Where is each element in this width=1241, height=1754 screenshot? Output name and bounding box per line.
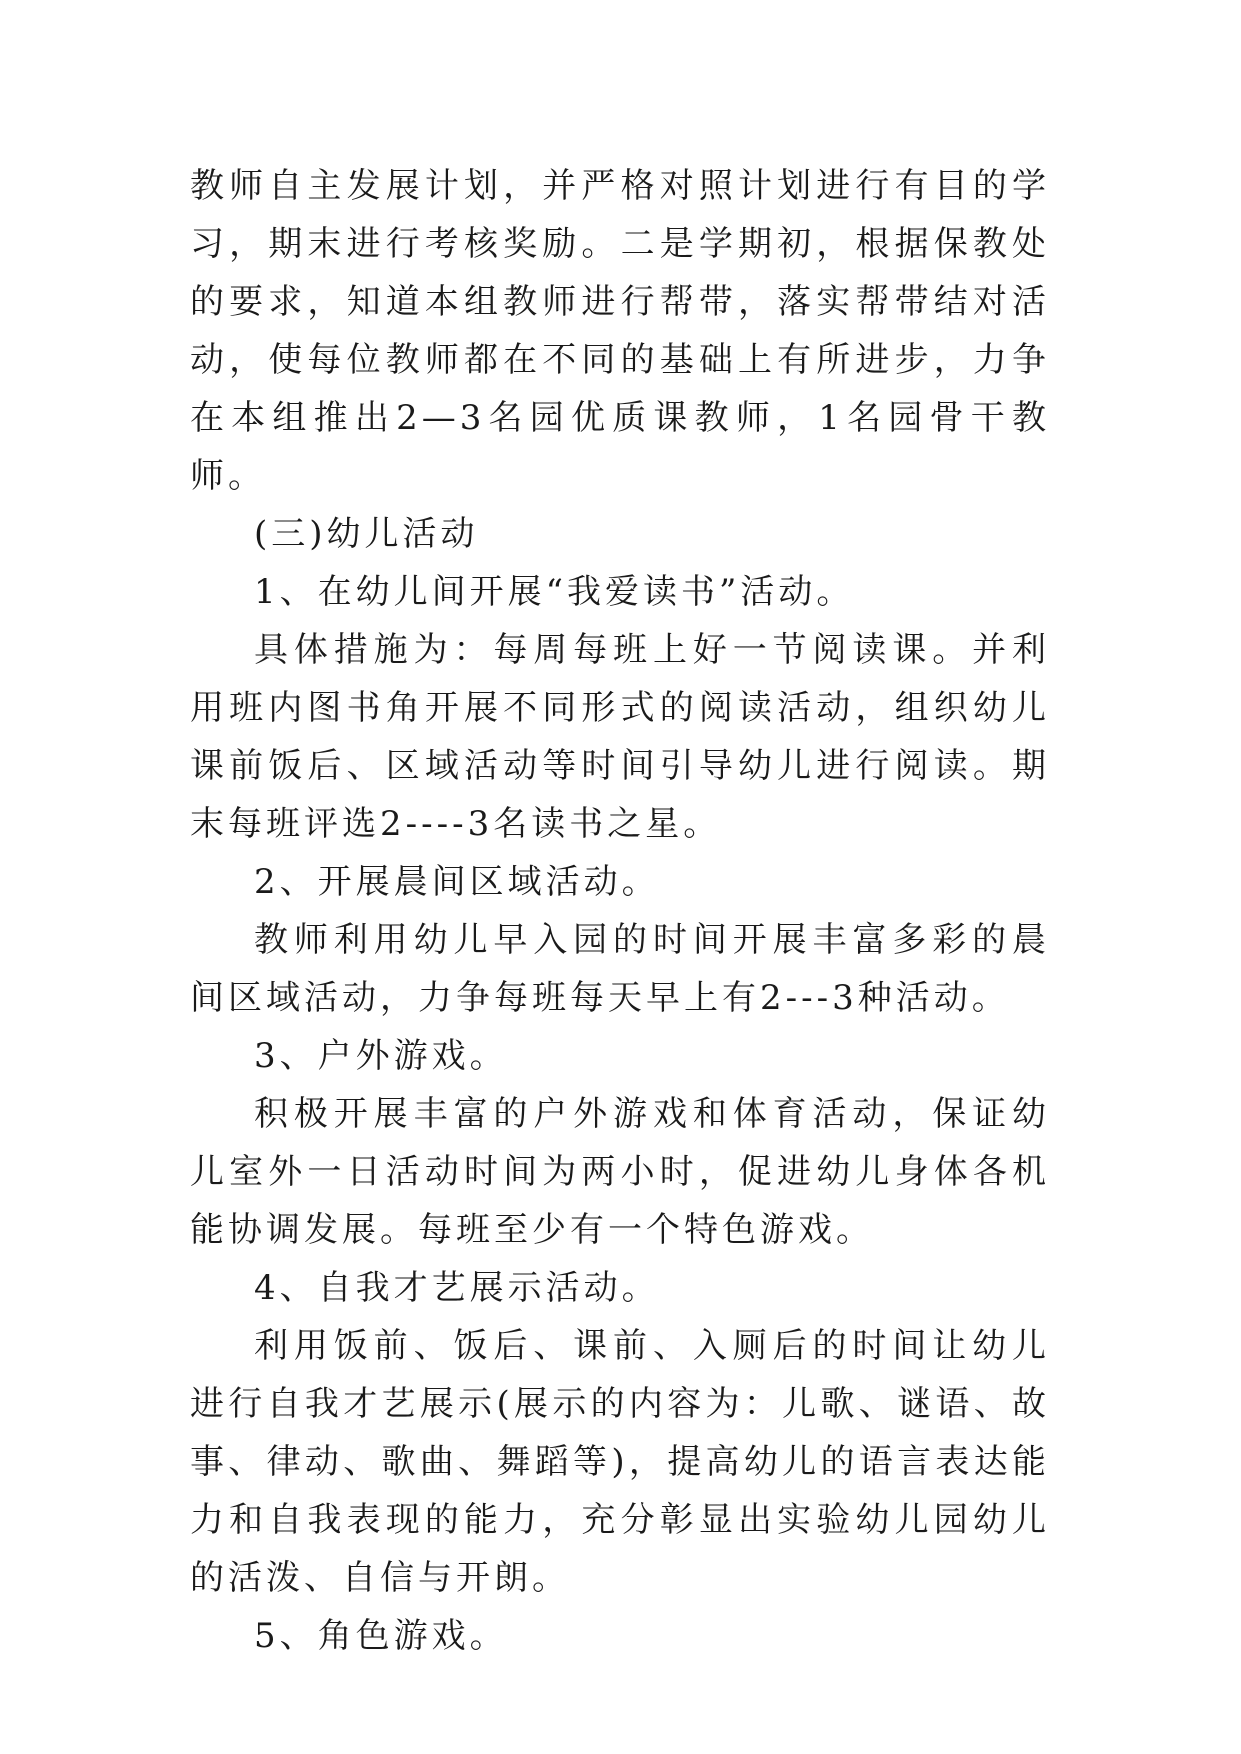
paragraph-morning-activities: 教师利用幼儿早入园的时间开展丰富多彩的晨间区域活动，力争每班每天早上有2---3种活动。 — [190, 920, 1050, 1018]
item-heading-outdoor-games: 3、户外游戏。 — [254, 1036, 508, 1076]
paragraph-teacher-development: 教师自主发展计划，并严格对照计划进行有目的学习，期末进行考核奖励。二是学期初，根据保教处的要求，知道本组教师进行帮带，落实帮带结对活动，使每位教师都在不同的基础上有所进步，力争在本组推出2—3名园优质课教师，1名园骨干教师。 — [190, 166, 1050, 496]
item-heading-talent-show: 4、自我才艺展示活动。 — [254, 1268, 660, 1308]
item-heading-reading: 1、在幼儿间开展“我爱读书”活动。 — [254, 572, 855, 612]
paragraph-outdoor-games: 积极开展丰富的户外游戏和体育活动，保证幼儿室外一日活动时间为两小时，促进幼儿身体各机能协调发展。每班至少有一个特色游戏。 — [190, 1094, 1050, 1250]
section-heading-child-activities: (三)幼儿活动 — [254, 514, 479, 554]
item-heading-morning-activities: 2、开展晨间区域活动。 — [254, 862, 660, 902]
paragraph-reading-measures: 具体措施为：每周每班上好一节阅读课。并利用班内图书角开展不同形式的阅读活动，组织幼儿课前饭后、区域活动等时间引导幼儿进行阅读。期末每班评选2----3名读书之星。 — [190, 630, 1050, 844]
item-heading-role-play: 5、角色游戏。 — [254, 1616, 508, 1656]
document-body — [190, 157, 1050, 1665]
paragraph-talent-show: 利用饭前、饭后、课前、入厕后的时间让幼儿进行自我才艺展示(展示的内容为：儿歌、谜语、故事、律动、歌曲、舞蹈等)，提高幼儿的语言表达能力和自我表现的能力，充分彰显出实验幼儿园幼儿的活泼、自信与开朗。 — [190, 1326, 1050, 1598]
